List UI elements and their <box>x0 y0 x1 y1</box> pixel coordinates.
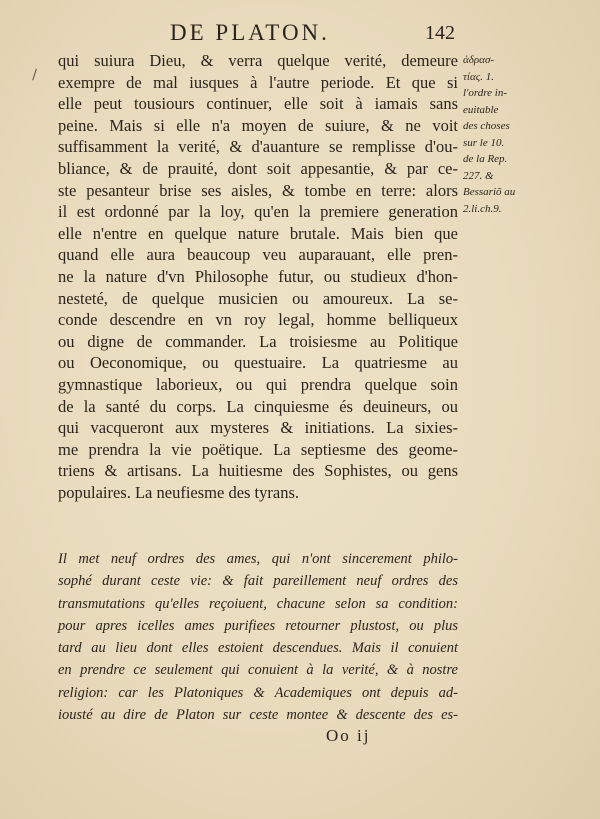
body-line: peine. Mais si elle n'a moyen de suiure, & ne voit <box>58 115 458 135</box>
body-line: il est ordonné par la loy, qu'en la premiere generation <box>58 202 458 222</box>
running-head: DE PLATON. <box>170 20 330 45</box>
commentary-line: en prendre ce seulement qui conuient à la verité, & à nostre <box>58 662 458 679</box>
margin-note-line: ἀδρασ- <box>463 54 495 66</box>
commentary-line: pour apres icelles ames purifiees retourner plustost, ou plus <box>58 617 458 634</box>
margin-note-line: de la Rep. <box>463 153 508 165</box>
margin-note-line: Bessariõ au <box>463 186 516 198</box>
body-line: suffisamment la verité, & d'auanture se remplisse d'ou- <box>58 137 458 157</box>
commentary-line: tard au lieu dont elles estoient descendues. Mais il conuient <box>58 640 458 657</box>
body-line: ste pesanteur brise ses aisles, & tombe en terre: alors <box>58 180 458 200</box>
commentary-line: iousté au dire de Platon sur ceste montee & descente des es- <box>58 707 458 724</box>
page-number: 142 <box>425 22 455 44</box>
body-line: nesteté, de quelque musicien ou amoureux. La se- <box>58 288 458 308</box>
body-line: populaires. La neufiesme des tyrans. <box>58 482 300 502</box>
commentary-line: transmutations qu'elles reçoiuent, chacune selon sa condition: <box>58 595 458 612</box>
body-line: conde descendre en vn roy legal, homme belliqueux <box>58 310 458 330</box>
body-line: bliance, & de prauité, dont soit appesantie, & par ce- <box>58 158 458 178</box>
margin-note-line: des choses <box>463 120 510 132</box>
body-line: triens & artisans. La huitiesme des Sophistes, ou gens <box>58 461 458 481</box>
body-line: ne la nature d'vn Philosophe futur, ou studieux d'hon- <box>58 266 458 286</box>
body-line: qui vacqueront aux mysteres & initiations. La sixies- <box>58 418 458 438</box>
body-line: exempre de mal iusques à l'autre periode. Et que si <box>58 72 458 92</box>
margin-note-line: τίας. 1. <box>463 70 494 83</box>
margin-note-line: sur le 10. <box>463 136 505 149</box>
margin-note-line: l'ordre in- <box>463 87 508 99</box>
body-line: quand elle aura beaucoup veu auparauant, elle pren- <box>58 245 458 265</box>
commentary-line: Il met neuf ordres des ames, qui n'ont sincerement philo- <box>58 551 458 567</box>
body-line: ou digne de commander. La troisiesme au Politique <box>58 331 458 351</box>
margin-note <box>463 52 543 217</box>
body-line: ou Oeconomique, ou questuaire. La quatriesme au <box>58 353 458 373</box>
margin-note-line: 227. & <box>463 169 494 182</box>
margin-note-line: euitable <box>463 103 499 116</box>
ink-mark <box>32 69 40 82</box>
body-line: elle n'entre en quelque nature brutale. Mais bien que <box>58 223 458 243</box>
signature-mark: Oo ij <box>326 726 371 745</box>
body-line: qui suiura Dieu, & verra quelque verité, demeure <box>58 51 458 70</box>
commentary-block <box>58 548 458 726</box>
commentary-line: sophé durant ceste vie: & fait pareillement neuf ordres des <box>58 573 458 590</box>
commentary-line: religion: car les Platoniques & Academiques ont depuis ad- <box>58 684 458 701</box>
margin-note-line: 2.li.ch.9. <box>463 202 502 215</box>
body-line: me prendra la vie poëtique. La septiesme des geome- <box>58 439 458 459</box>
body-line: elle peut tousiours continuer, elle soit à iamais sans <box>58 94 458 114</box>
body-line: de la santé du corps. La cinquiesme és deuineurs, ou <box>58 396 458 416</box>
body-text <box>58 50 458 503</box>
body-line: gymnastique laborieux, ou qui prendra quelque soin <box>58 374 458 394</box>
